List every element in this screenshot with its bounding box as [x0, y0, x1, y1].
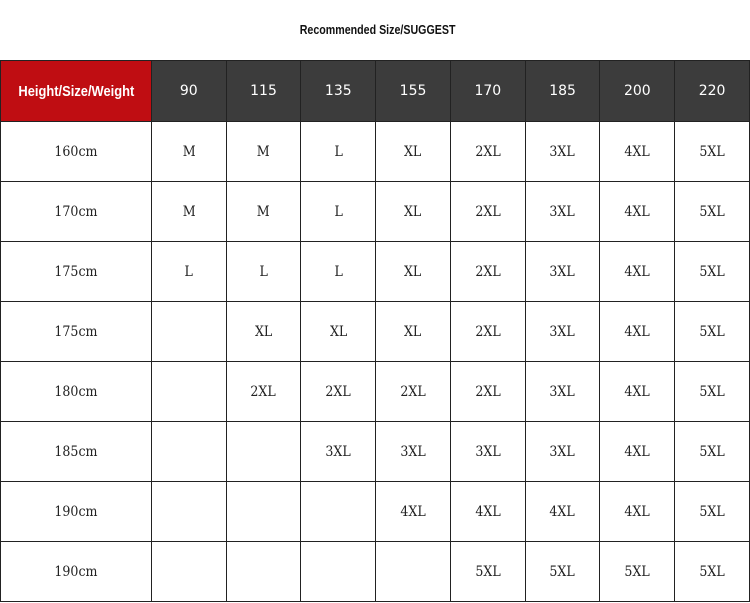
size-cell: [301, 122, 376, 182]
size-cell: [675, 422, 750, 482]
size-value: L: [334, 263, 343, 280]
size-chart-table: [0, 60, 750, 602]
size-value: 3XL: [400, 443, 426, 460]
height-label: 160cm: [54, 143, 98, 160]
size-value: 3XL: [549, 323, 576, 340]
size-cell: [450, 182, 525, 242]
corner-label: Height/Size/Weight: [18, 82, 134, 100]
table-body: [1, 122, 750, 602]
size-cell: [151, 302, 226, 362]
height-label: 180cm: [54, 383, 98, 400]
size-value: 2XL: [475, 143, 501, 160]
size-cell: [151, 422, 226, 482]
size-cell: [376, 422, 451, 482]
size-value: 3XL: [549, 263, 576, 280]
size-value: L: [184, 263, 193, 280]
size-cell: [226, 482, 301, 542]
size-cell: [600, 182, 675, 242]
corner-header-cell: [1, 61, 152, 122]
size-value: XL: [254, 323, 273, 340]
size-cell: [600, 122, 675, 182]
size-value: 3XL: [549, 443, 576, 460]
size-cell: [450, 482, 525, 542]
size-value: 5XL: [475, 563, 501, 580]
size-cell: [151, 482, 226, 542]
size-cell: [525, 182, 600, 242]
table-row: [1, 482, 750, 542]
height-label: 190cm: [54, 563, 98, 580]
size-cell: [450, 542, 525, 602]
size-cell: [675, 182, 750, 242]
height-cell: [1, 482, 152, 542]
size-value: 5XL: [624, 563, 651, 580]
size-cell: [226, 122, 301, 182]
height-cell: [1, 422, 152, 482]
size-value: 2XL: [325, 383, 351, 400]
size-value: 4XL: [624, 323, 651, 340]
size-value: XL: [404, 263, 422, 280]
size-value: 3XL: [549, 143, 576, 160]
size-cell: [675, 302, 750, 362]
size-cell: [450, 242, 525, 302]
size-cell: [675, 122, 750, 182]
size-cell: [525, 242, 600, 302]
size-value: 5XL: [699, 443, 725, 460]
size-value: 3XL: [549, 203, 576, 220]
size-cell: [301, 242, 376, 302]
size-value: 5XL: [699, 143, 725, 160]
size-value: 4XL: [624, 383, 651, 400]
size-value: 4XL: [624, 203, 651, 220]
size-cell: [450, 422, 525, 482]
table-row: [1, 362, 750, 422]
size-cell: [376, 302, 451, 362]
size-cell: [151, 182, 226, 242]
weight-header-155: 155: [376, 61, 451, 122]
size-value: 2XL: [475, 263, 501, 280]
size-value: 4XL: [475, 503, 501, 520]
height-label: 170cm: [54, 203, 98, 220]
size-value: L: [334, 143, 343, 160]
size-cell: [376, 482, 451, 542]
size-cell: [301, 542, 376, 602]
size-cell: [525, 422, 600, 482]
size-cell: [600, 242, 675, 302]
size-value: 2XL: [250, 383, 277, 400]
size-value: 4XL: [624, 263, 651, 280]
table-row: [1, 302, 750, 362]
size-value: 2XL: [475, 383, 501, 400]
size-cell: [151, 362, 226, 422]
weight-header-115: 115: [226, 61, 301, 122]
size-cell: [600, 362, 675, 422]
height-label: 175cm: [54, 263, 98, 280]
height-cell: [1, 242, 152, 302]
size-value: M: [257, 143, 270, 160]
height-cell: [1, 362, 152, 422]
height-cell: [1, 182, 152, 242]
size-value: 5XL: [699, 383, 725, 400]
size-value: 5XL: [699, 203, 725, 220]
size-value: 4XL: [624, 143, 651, 160]
table-row: [1, 182, 750, 242]
size-value: 2XL: [475, 323, 501, 340]
size-value: 5XL: [699, 263, 725, 280]
height-cell: [1, 542, 152, 602]
size-cell: [226, 542, 301, 602]
table-row: [1, 242, 750, 302]
weight-header-220: 220: [675, 61, 750, 122]
height-label: 185cm: [54, 443, 98, 460]
size-cell: [525, 542, 600, 602]
size-cell: [600, 542, 675, 602]
size-cell: [376, 242, 451, 302]
size-cell: [525, 362, 600, 422]
size-cell: [376, 122, 451, 182]
size-value: XL: [329, 323, 347, 340]
size-value: XL: [404, 323, 422, 340]
table-row: [1, 122, 750, 182]
size-value: 4XL: [549, 503, 576, 520]
page-title: Recommended Size/SUGGEST: [299, 22, 456, 37]
size-value: M: [257, 203, 270, 220]
table-row: [1, 542, 750, 602]
height-label: 175cm: [54, 323, 98, 340]
size-value: 3XL: [475, 443, 501, 460]
size-cell: [301, 482, 376, 542]
size-cell: [450, 122, 525, 182]
weight-header-170: 170: [450, 61, 525, 122]
weight-header-135: 135: [301, 61, 376, 122]
size-value: 5XL: [699, 323, 725, 340]
header-row: [1, 61, 750, 122]
size-cell: [301, 362, 376, 422]
weight-header-90: 90: [151, 61, 226, 122]
size-value: 4XL: [624, 443, 651, 460]
size-cell: [376, 542, 451, 602]
size-value: 5XL: [699, 563, 725, 580]
size-value: 3XL: [549, 383, 576, 400]
weight-header-200: 200: [600, 61, 675, 122]
height-cell: [1, 122, 152, 182]
size-cell: [675, 242, 750, 302]
size-value: M: [182, 203, 196, 220]
size-value: 2XL: [475, 203, 501, 220]
size-value: XL: [404, 143, 422, 160]
size-cell: [226, 182, 301, 242]
height-label: 190cm: [54, 503, 98, 520]
size-cell: [226, 362, 301, 422]
size-cell: [600, 482, 675, 542]
size-cell: [301, 422, 376, 482]
size-value: 3XL: [325, 443, 351, 460]
size-cell: [675, 542, 750, 602]
size-cell: [600, 302, 675, 362]
size-value: 4XL: [400, 503, 426, 520]
size-cell: [151, 122, 226, 182]
size-cell: [151, 242, 226, 302]
size-cell: [376, 362, 451, 422]
size-cell: [600, 422, 675, 482]
size-cell: [450, 302, 525, 362]
size-cell: [525, 302, 600, 362]
size-value: M: [182, 143, 196, 160]
size-cell: [675, 362, 750, 422]
size-value: 5XL: [699, 503, 725, 520]
size-value: XL: [404, 203, 422, 220]
size-cell: [226, 422, 301, 482]
size-value: L: [334, 203, 343, 220]
height-cell: [1, 302, 152, 362]
size-cell: [151, 542, 226, 602]
size-cell: [301, 302, 376, 362]
size-cell: [675, 482, 750, 542]
size-cell: [376, 182, 451, 242]
size-value: 2XL: [400, 383, 426, 400]
size-cell: [525, 482, 600, 542]
size-cell: [226, 302, 301, 362]
size-cell: [301, 182, 376, 242]
size-value: 4XL: [624, 503, 651, 520]
size-value: 5XL: [549, 563, 576, 580]
size-cell: [525, 122, 600, 182]
size-value: L: [259, 263, 268, 280]
weight-header-185: 185: [525, 61, 600, 122]
size-cell: [450, 362, 525, 422]
size-cell: [226, 242, 301, 302]
table-row: [1, 422, 750, 482]
